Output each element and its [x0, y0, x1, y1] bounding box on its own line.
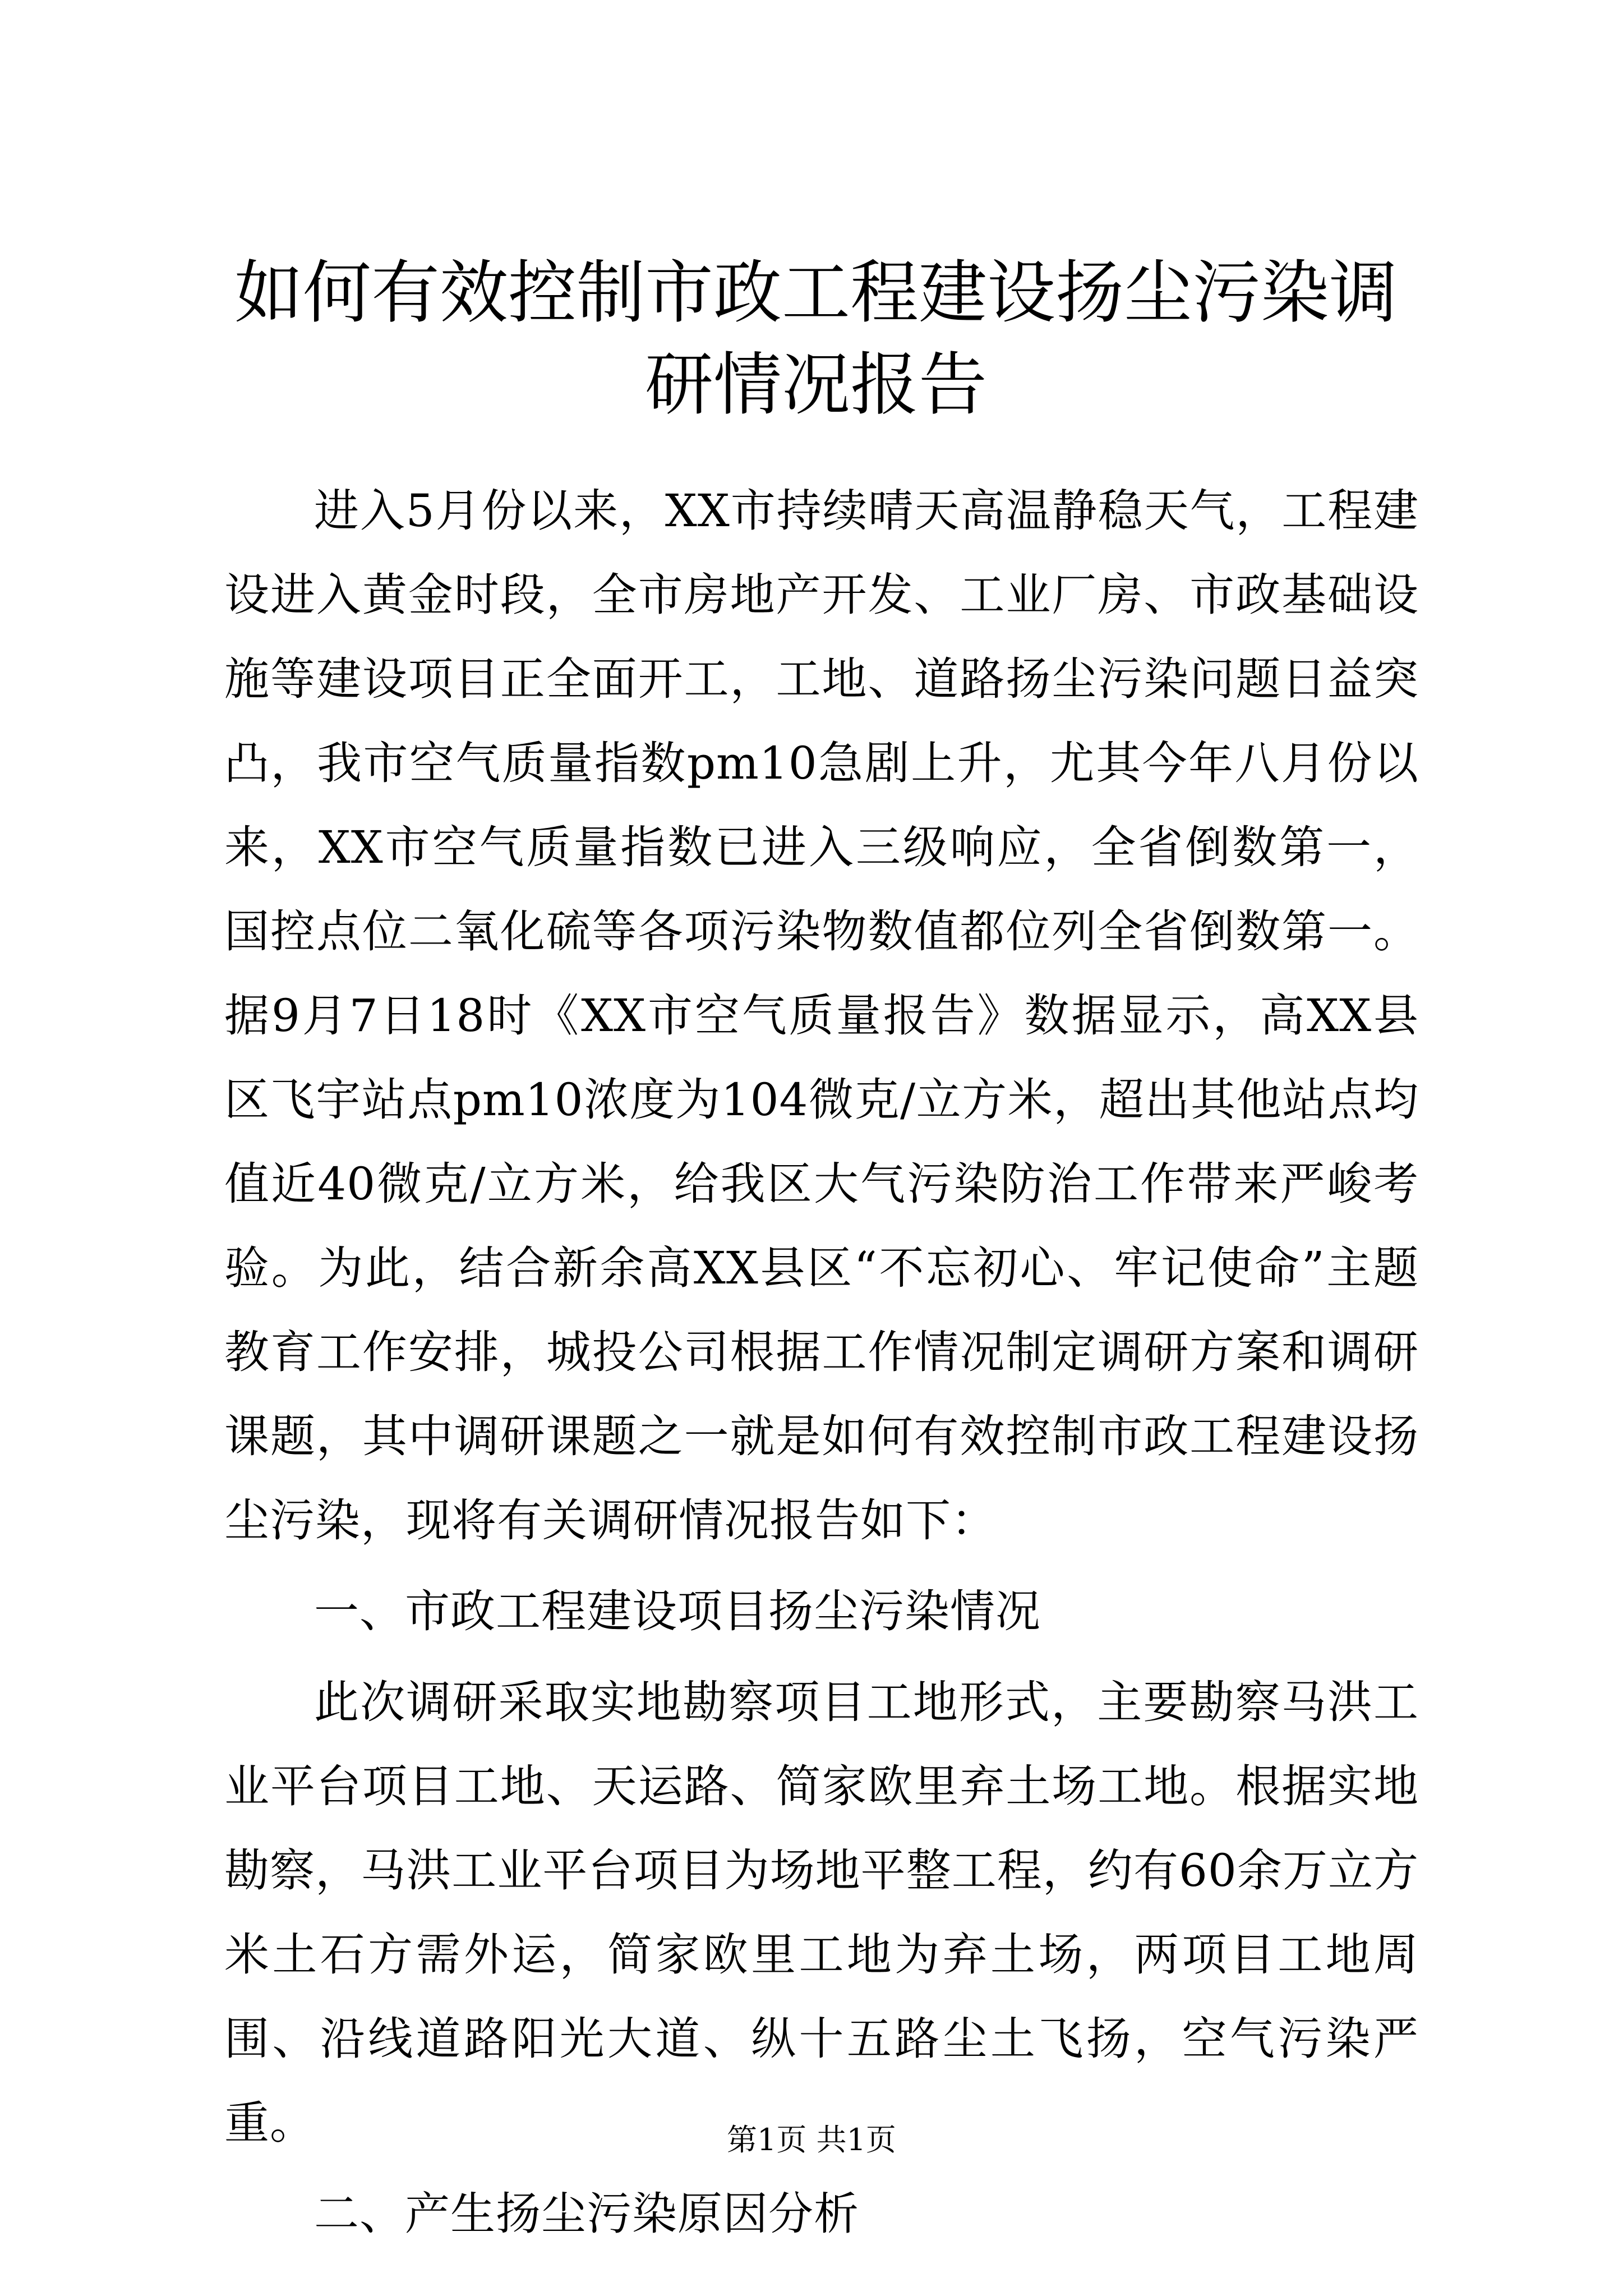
section-1-paragraph: 此次调研采取实地勘察项目工地形式，主要勘察马洪工业平台项目工地、天运路、简家欧里弃土场工地。根据实地勘察，马洪工业平台项目为场地平整工程，约有60余万立方米土石方需外运，简家欧里工地为弃土场，两项目工地周围、沿线道路阳光大道、纵十五路尘土飞扬，空气污染严重。 — [224, 1676, 1419, 2149]
spacer — [224, 1563, 1419, 1570]
intro-paragraph: 进入5月份以来，XX市持续晴天高温静稳天气，工程建设进入黄金时段，全市房地产开发、工业厂房、市政基础设施等建设项目正全面开工，工地、道路扬尘污染问题日益突凸，我市空气质量指数pm10急剧上升，尤其今年八月份以来，XX市空气质量指数已进入三级响应，全省倒数第一，国控点位二氧化硫等各项污染物数值都位列全省倒数第一。据9月7日18时《XX市空气质量报告》数据显示，高XX县区飞宇站点pm10浓度为104微克/立方米，超出其他站点均值近40微克/立方米，给我区大气污染防治工作带来严峻考验。为此，结合新余高XX县区“不忘初心、牢记使命”主题教育工作安排，城投公司根据工作情况制定调研方案和调研课题，其中调研课题之一就是如何有效控制市政工程建设扬尘污染，现将有关调研情况报告如下： — [224, 485, 1419, 1547]
document-title: 如何有效控制市政工程建设扬尘污染调研情况报告 — [234, 253, 1398, 425]
spacer — [224, 1654, 1419, 1660]
section-heading-1: 一、市政工程建设项目扬尘污染情况 — [314, 1585, 1041, 1637]
page-footer: 第1页 共1页 — [727, 2122, 896, 2157]
spacer — [224, 2165, 1419, 2172]
document-body — [224, 469, 1419, 2256]
section-heading-2: 二、产生扬尘污染原因分析 — [314, 2188, 859, 2240]
